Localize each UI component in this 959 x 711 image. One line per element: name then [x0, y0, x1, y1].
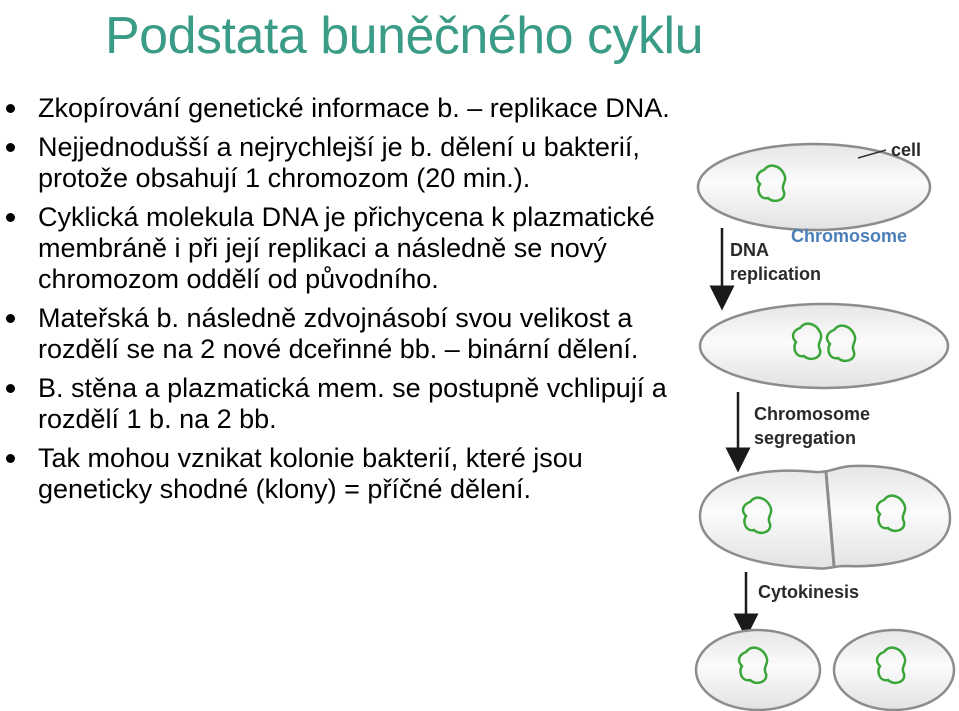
- bullet-dot-icon: [6, 314, 15, 323]
- bullet-text: Nejjednodušší a nejrychlejší je b. dělení u bakterií, protože obsahují 1 chromozom (20 min.).: [38, 132, 640, 193]
- bullet-item: [0, 303, 670, 365]
- cell-stage-2: [700, 304, 948, 388]
- cytokinesis-label: Cytokinesis: [758, 582, 860, 602]
- bullet-item: [0, 132, 670, 194]
- bullet-item: [0, 443, 670, 505]
- slide-title: Podstata buněčného cyklu: [105, 7, 703, 65]
- dna-replication-label-line1: DNA: [730, 240, 769, 260]
- chromosome-segregation-label-line2: segregation: [754, 428, 857, 448]
- bullet-dot-icon: [6, 454, 15, 463]
- bullet-item: [0, 202, 670, 295]
- cell-stage-4: [696, 630, 954, 710]
- bullet-list: [0, 93, 670, 513]
- chromosome-label: Chromosome: [791, 226, 908, 246]
- cell-membrane: [700, 466, 950, 569]
- daughter-cell: [834, 630, 954, 710]
- bullet-text: Cyklická molekula DNA je přichycena k plazmatické membráně i při její replikaci a následně se nový chromozom oddělí od původního.: [38, 202, 655, 294]
- binary-fission-diagram: [688, 130, 958, 711]
- cell-membrane: [700, 304, 948, 388]
- bullet-dot-icon: [6, 143, 15, 152]
- chromosome-segregation-label-line1: Chromosome: [754, 404, 871, 424]
- cell-stage-3: [700, 466, 950, 569]
- bullet-dot-icon: [6, 213, 15, 222]
- dna-replication-label-line2: replication: [730, 264, 822, 284]
- bullet-item: [0, 373, 670, 435]
- bullet-text: Zkopírování genetické informace b. – replikace DNA.: [38, 93, 670, 123]
- bullet-text: Tak mohou vznikat kolonie bakterií, které jsou geneticky shodné (klony) = příčné dělení.: [38, 443, 583, 504]
- bullet-text: B. stěna a plazmatická mem. se postupně vchlipují a rozdělí 1 b. na 2 bb.: [38, 373, 667, 434]
- bullet-dot-icon: [6, 384, 15, 393]
- cell-stage-1: [698, 140, 930, 230]
- bullet-item: [0, 93, 670, 124]
- bullet-text: Mateřská b. následně zdvojnásobí svou velikost a rozdělí se na 2 nové dceřinné bb. – binární dělení.: [38, 303, 639, 364]
- daughter-cell: [696, 630, 820, 710]
- bullet-dot-icon: [6, 104, 15, 113]
- cell-label: cell: [891, 140, 922, 160]
